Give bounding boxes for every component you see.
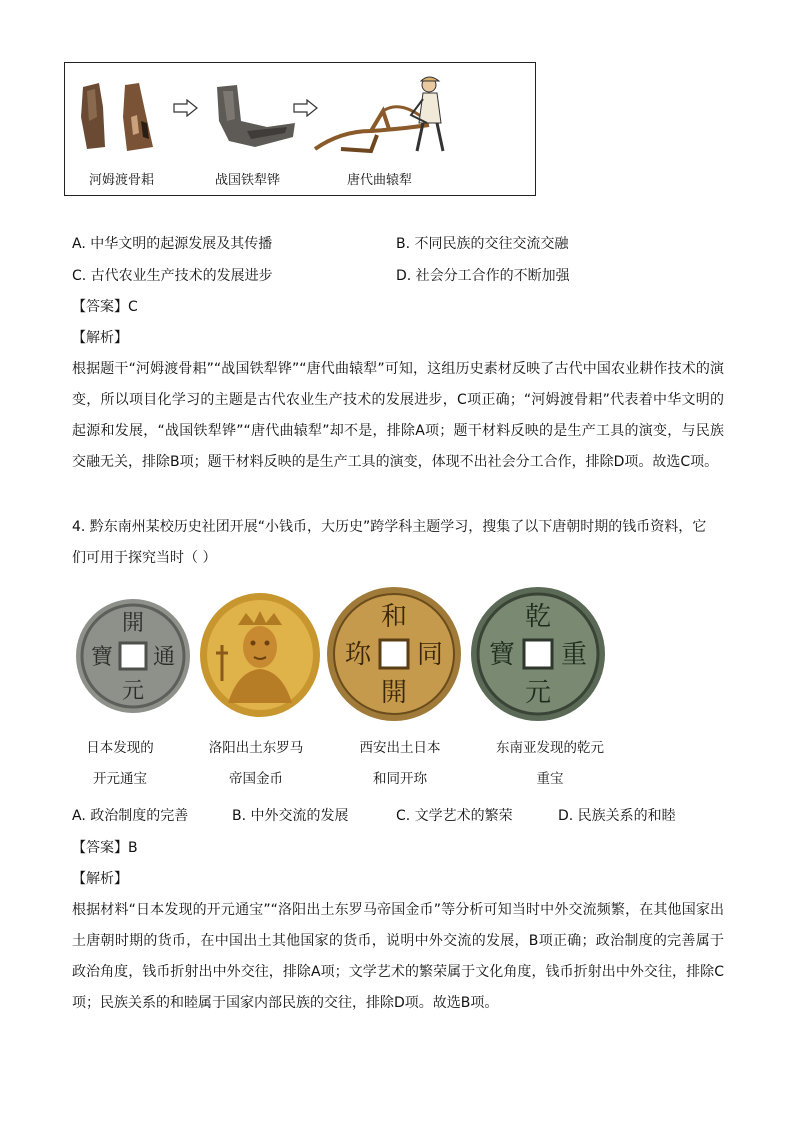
q4-stem-line1: 4. 黔东南州某校历史社团开展“小钱币，大历史”跨学科主题学习，搜集了以下唐朝时期的钱币资料，它	[72, 519, 707, 535]
coin-glyph: 同	[416, 640, 444, 670]
q3-option-c: C. 古代农业生产技术的发展进步	[72, 268, 273, 284]
coin-glyph: 珎	[344, 640, 372, 670]
coin-glyph: 開	[380, 678, 408, 708]
coin-caption-2-line2: 帝国金币	[229, 771, 283, 787]
caption-iron-plowshare: 战国铁犁铧	[215, 173, 281, 188]
q3-option-a: A. 中华文明的起源发展及其传播	[72, 236, 273, 252]
caption-bone-spade: 河姆渡骨耜	[89, 173, 155, 188]
q4-analysis: 根据材料“日本发现的开元通宝”“洛阳出土东罗马帝国金币”等分析可知当时中外交流频繁，在其他国家出土唐朝时期的货币，在中国出土其他国家的货币，说明中外交流的发展，B项正确；政治制度的完善属于政治角度，钱币折射出中外交往，排除A项；文学艺术的繁荣属于文化角度，钱币折射出中外交往，排除C项；民族关系的和睦属于国家内部民族的交往，排除D项。故选B项。	[72, 902, 724, 1011]
coin-glyph: 和	[380, 602, 408, 632]
q4-answer: 【答案】B	[72, 840, 138, 856]
q4-option-a: A. 政治制度的完善	[72, 808, 189, 824]
arrow-right-icon	[173, 99, 199, 117]
q4-option-b: B. 中外交流的发展	[232, 808, 349, 824]
q3-analysis: 根据题干“河姆渡骨耜”“战国铁犁铧”“唐代曲辕犁”可知，这组历史素材反映了古代中国农业耕作技术的演变，所以项目化学习的主题是古代农业生产技术的发展进步，C项正确；“河姆渡骨耜”代表着中华文明的起源和发展，“战国铁犁铧”“唐代曲辕犁”却不是，排除A项；题干材料反映的是生产工具的演变，与民族交融无关，排除B项；题干材料反映的是生产工具的演变，体现不出社会分工合作，排除D项。故选C项。	[72, 361, 724, 470]
q4-analysis-title: 【解析】	[72, 871, 128, 887]
wado-kaichin-coin-image	[324, 585, 464, 723]
coin-caption-2-line1: 洛阳出土东罗马	[208, 740, 304, 756]
tools-figure	[64, 62, 536, 196]
coin-glyph: 元	[121, 679, 145, 704]
qianyuan-coin-image	[468, 585, 608, 723]
q4-option-c: C. 文学艺术的繁荣	[396, 808, 513, 824]
coin-caption-1-line2: 开元通宝	[93, 771, 147, 787]
coin-caption-4-line2: 重宝	[536, 771, 564, 787]
coin-caption-3-line1: 西安出土日本	[359, 740, 441, 756]
coin-glyph: 重	[560, 640, 588, 670]
q4-stem-line2: 们可用于探究当时（ ）	[72, 550, 217, 566]
q3-option-b: B. 不同民族的交往交流交融	[396, 236, 569, 252]
coin-glyph: 乾	[524, 602, 552, 632]
byzantine-gold-coin-image	[198, 591, 322, 719]
coin-caption-1-line1: 日本发现的	[86, 740, 154, 756]
coin-glyph: 寶	[488, 640, 516, 670]
curved-plow-image	[311, 71, 461, 161]
coin-glyph: 開	[121, 611, 145, 636]
q3-analysis-title: 【解析】	[72, 330, 128, 346]
q3-answer: 【答案】C	[72, 299, 138, 315]
coin-glyph: 通	[152, 645, 176, 670]
bone-spade-image	[75, 77, 165, 157]
coin-caption-4-line1: 东南亚发现的乾元	[496, 740, 604, 756]
coin-caption-3-line2: 和同开珎	[373, 771, 427, 787]
caption-curved-plow: 唐代曲辕犁	[347, 173, 413, 188]
q4-option-d: D. 民族关系的和睦	[558, 808, 676, 824]
q3-option-d: D. 社会分工合作的不断加强	[396, 268, 570, 284]
iron-plowshare-image	[207, 81, 299, 151]
kaiyuan-coin-image	[74, 597, 192, 715]
coin-glyph: 寶	[90, 645, 114, 670]
coin-glyph: 元	[524, 678, 552, 708]
